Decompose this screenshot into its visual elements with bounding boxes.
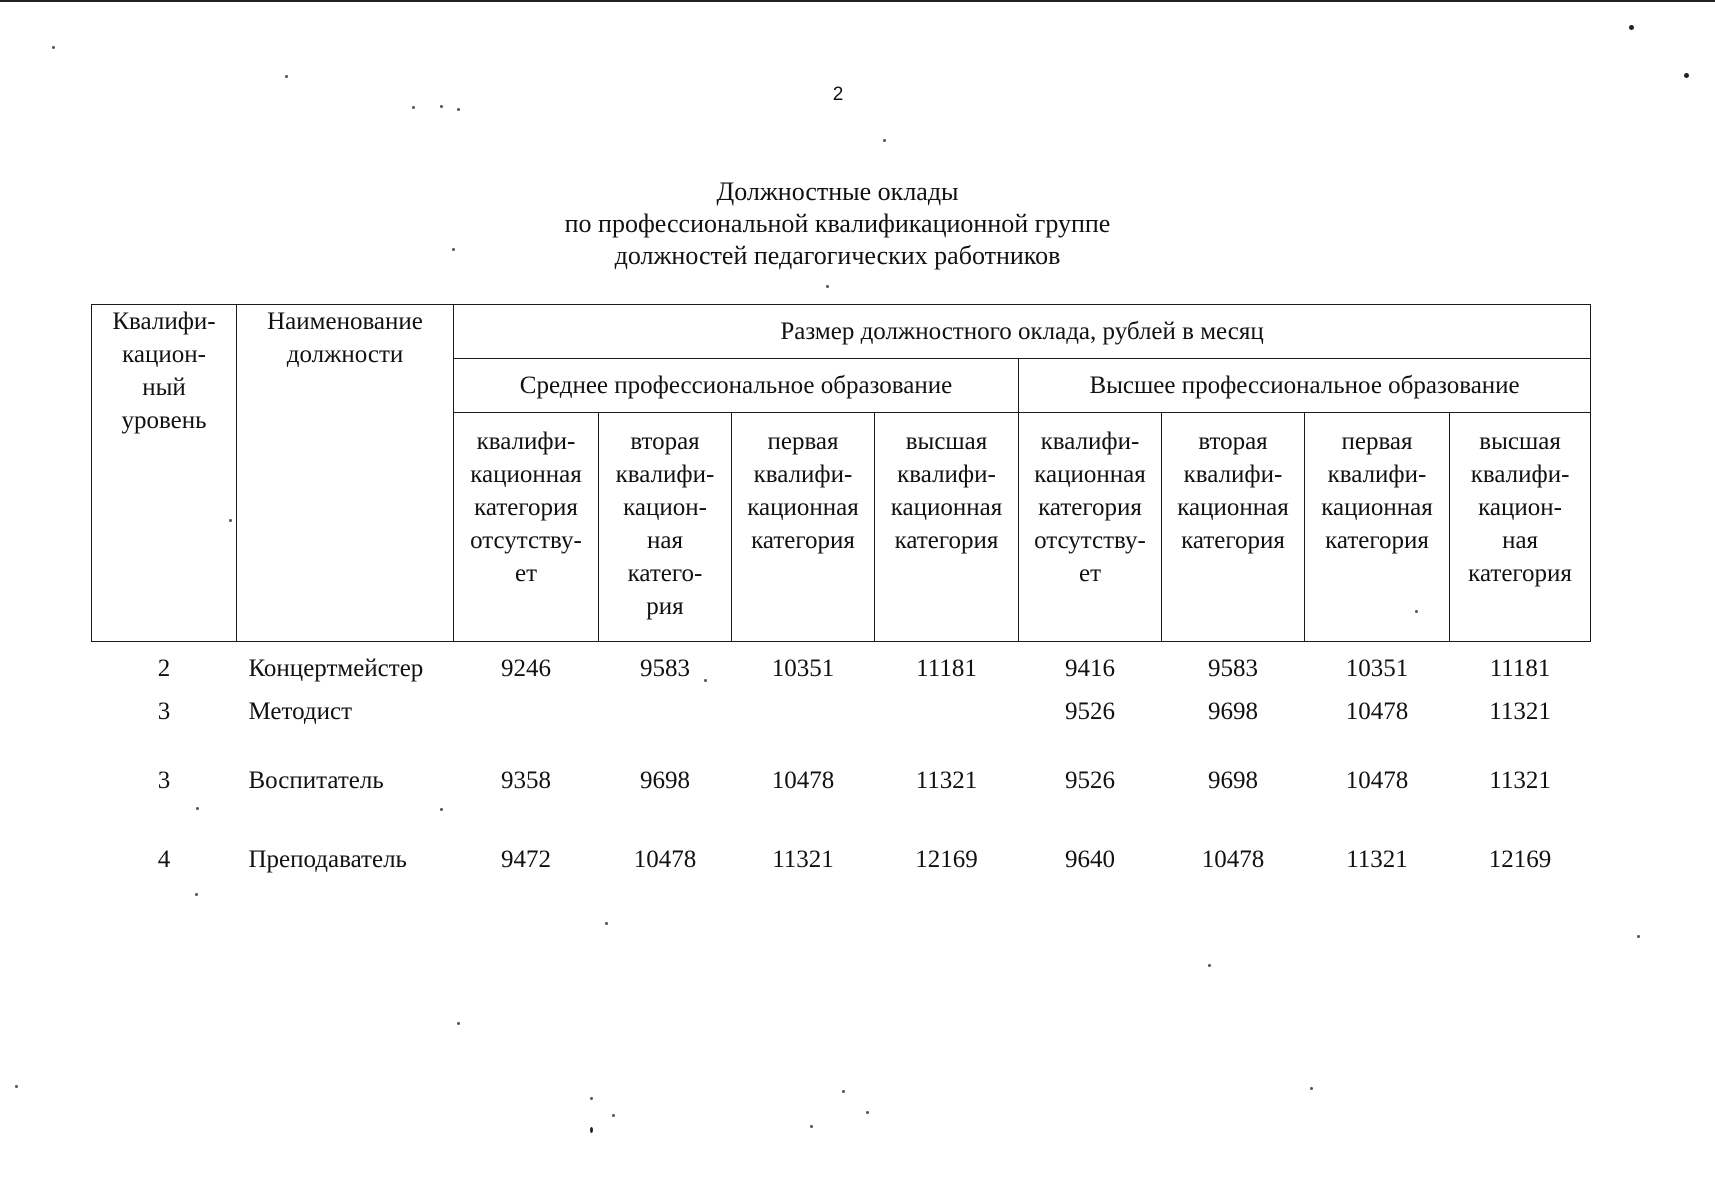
cell-salary: 9583: [640, 655, 690, 682]
cell-salary: 11321: [772, 846, 834, 873]
cell-salary: 9698: [1208, 767, 1258, 794]
salary-table: [91, 304, 1591, 883]
scan-speck: [1415, 610, 1418, 613]
cell-salary: 10351: [771, 655, 835, 682]
header-higher-second-category: [1162, 413, 1305, 642]
header-word: квалифи-: [1327, 461, 1427, 488]
header-word: квалифи-: [615, 461, 715, 488]
header-word: кационная: [1321, 494, 1433, 521]
header-position-word: должности: [286, 341, 404, 368]
cell-salary: [732, 695, 875, 764]
table-row: [92, 642, 1591, 696]
cell-salary: 10478: [1201, 846, 1265, 873]
cell-salary: 9416: [1065, 655, 1115, 682]
header-word: вторая: [630, 428, 700, 455]
cell-level: 3: [157, 698, 171, 725]
scan-speck: [612, 1114, 615, 1117]
scan-speck: [440, 808, 443, 811]
header-word: кацион-: [1478, 494, 1562, 521]
header-word: рия: [646, 593, 684, 620]
header-level-word: ный: [142, 374, 186, 401]
scan-speck: [810, 1125, 813, 1128]
header-secondary-education: Среднее профессиональное образование: [454, 359, 1019, 413]
scan-speck: [52, 46, 55, 49]
scan-speck: [826, 285, 829, 288]
header-word: квалифи-: [1183, 461, 1283, 488]
header-secondary-second-category: [599, 413, 732, 642]
header-level-word: уровень: [121, 407, 207, 434]
cell-salary: [875, 695, 1019, 764]
cell-salary: 11321: [1489, 767, 1551, 794]
header-word: квалифи-: [1040, 428, 1140, 455]
header-word: кационная: [747, 494, 859, 521]
header-higher-education: Высшее профессиональное образование: [1019, 359, 1591, 413]
header-position-word: Наименование: [267, 308, 423, 335]
scan-speck: [412, 106, 415, 109]
scan-speck: [1684, 73, 1689, 78]
scan-speck: [196, 807, 199, 810]
header-salary-group: Размер должностного оклада, рублей в месяц: [454, 305, 1591, 359]
cell-salary: 10478: [1345, 767, 1409, 794]
scan-speck: [605, 922, 608, 925]
header-word: квалифи-: [753, 461, 853, 488]
cell-salary: 9698: [640, 767, 690, 794]
title-line-3: должностей педагогических работников: [614, 241, 1061, 270]
header-word: ная: [647, 527, 683, 554]
cell-salary: [599, 695, 732, 764]
cell-salary: [454, 695, 599, 764]
cell-salary: 9526: [1065, 767, 1115, 794]
header-level-word: Квалифи-: [112, 308, 216, 335]
scan-speck: [457, 1022, 460, 1025]
header-higher-first-category: [1305, 413, 1450, 642]
header-word: категория: [1181, 527, 1285, 554]
cell-salary: 12169: [1488, 846, 1552, 873]
header-word: категория: [1038, 494, 1142, 521]
scan-speck: [590, 1097, 593, 1100]
header-word: высшая: [905, 428, 988, 455]
header-word: категория: [1325, 527, 1429, 554]
table-row: [92, 695, 1591, 764]
cell-salary: 10478: [1345, 698, 1409, 725]
cell-salary: 11181: [1489, 655, 1551, 682]
header-word: ет: [1078, 560, 1102, 587]
header-word: отсутству-: [1034, 527, 1146, 554]
header-higher-highest-category: [1450, 413, 1591, 642]
cell-salary: 11321: [915, 767, 978, 794]
header-word: категория: [474, 494, 578, 521]
header-word: категория: [894, 527, 999, 554]
cell-position: Методист: [248, 698, 352, 725]
scan-speck: [195, 893, 198, 896]
header-word: первая: [767, 428, 839, 455]
header-word: кацион-: [623, 494, 707, 521]
scan-speck: [457, 108, 460, 111]
header-word: кационная: [1177, 494, 1289, 521]
cell-salary: 10351: [1345, 655, 1409, 682]
header-word: первая: [1341, 428, 1413, 455]
scan-speck: [842, 1090, 845, 1093]
header-word: кационная: [470, 461, 582, 488]
header-word: кационная: [1034, 461, 1146, 488]
cell-salary: 10478: [633, 846, 697, 873]
scan-speck: [1629, 25, 1634, 30]
scan-speck: [1310, 1087, 1313, 1090]
scan-speck: [440, 105, 443, 108]
cell-salary: 12169: [915, 846, 978, 873]
scan-speck: [15, 1085, 18, 1088]
cell-salary: 11321: [1489, 698, 1551, 725]
header-word: кационная: [890, 494, 1003, 521]
document-title: [400, 176, 1275, 272]
page-number: 2: [832, 84, 844, 105]
header-level-word: кацион-: [122, 341, 206, 368]
cell-salary: 11321: [1346, 846, 1408, 873]
scan-speck: [229, 519, 232, 522]
header-secondary-no-category: [454, 413, 599, 642]
header-word: квалифи-: [1470, 461, 1570, 488]
cell-position: Воспитатель: [248, 767, 384, 794]
cell-position: Преподаватель: [248, 846, 407, 873]
header-secondary-highest-category: [875, 413, 1019, 642]
cell-salary: 9583: [1208, 655, 1258, 682]
cell-salary: 11181: [916, 655, 977, 682]
header-word: ная: [1502, 527, 1539, 554]
header-word: высшая: [1479, 428, 1561, 455]
header-higher-no-category: [1019, 413, 1162, 642]
cell-salary: 9698: [1208, 698, 1258, 725]
cell-salary: 9472: [501, 846, 551, 873]
cell-level: 2: [157, 655, 171, 682]
header-secondary-first-category: [732, 413, 875, 642]
header-word: катего-: [627, 560, 703, 587]
header-word: отсутству-: [470, 527, 582, 554]
cell-position: Концертмейстер: [248, 655, 424, 682]
cell-salary: 10478: [771, 767, 835, 794]
header-word: ет: [514, 560, 538, 587]
title-line-2: по профессиональной квалификационной группе: [564, 209, 1111, 238]
header-word: категория: [751, 527, 855, 554]
header-word: категория: [1468, 560, 1572, 587]
title-line-1: Должностные оклады: [716, 177, 959, 206]
header-word: вторая: [1198, 428, 1268, 455]
cell-salary: 9246: [501, 655, 551, 682]
scan-speck: [590, 1127, 593, 1133]
scan-speck: [704, 679, 707, 682]
table-row: [92, 764, 1591, 843]
cell-salary: 9358: [501, 767, 551, 794]
header-qualification-level: [92, 305, 237, 642]
header-position-name: [237, 305, 454, 642]
cell-level: 3: [157, 767, 171, 794]
scan-speck: [883, 139, 886, 142]
scan-top-edge: [0, 0, 1715, 2]
cell-salary: 9640: [1065, 846, 1115, 873]
cell-salary: 9526: [1065, 698, 1115, 725]
table-row: [92, 843, 1591, 883]
cell-level: 4: [157, 846, 171, 873]
scan-speck: [452, 248, 455, 251]
scan-speck: [285, 75, 288, 78]
header-word: квалифи-: [476, 428, 576, 455]
scan-speck: [1637, 935, 1640, 938]
scan-speck: [1208, 964, 1211, 967]
scan-speck: [866, 1111, 869, 1114]
header-word: квалифи-: [897, 461, 996, 488]
